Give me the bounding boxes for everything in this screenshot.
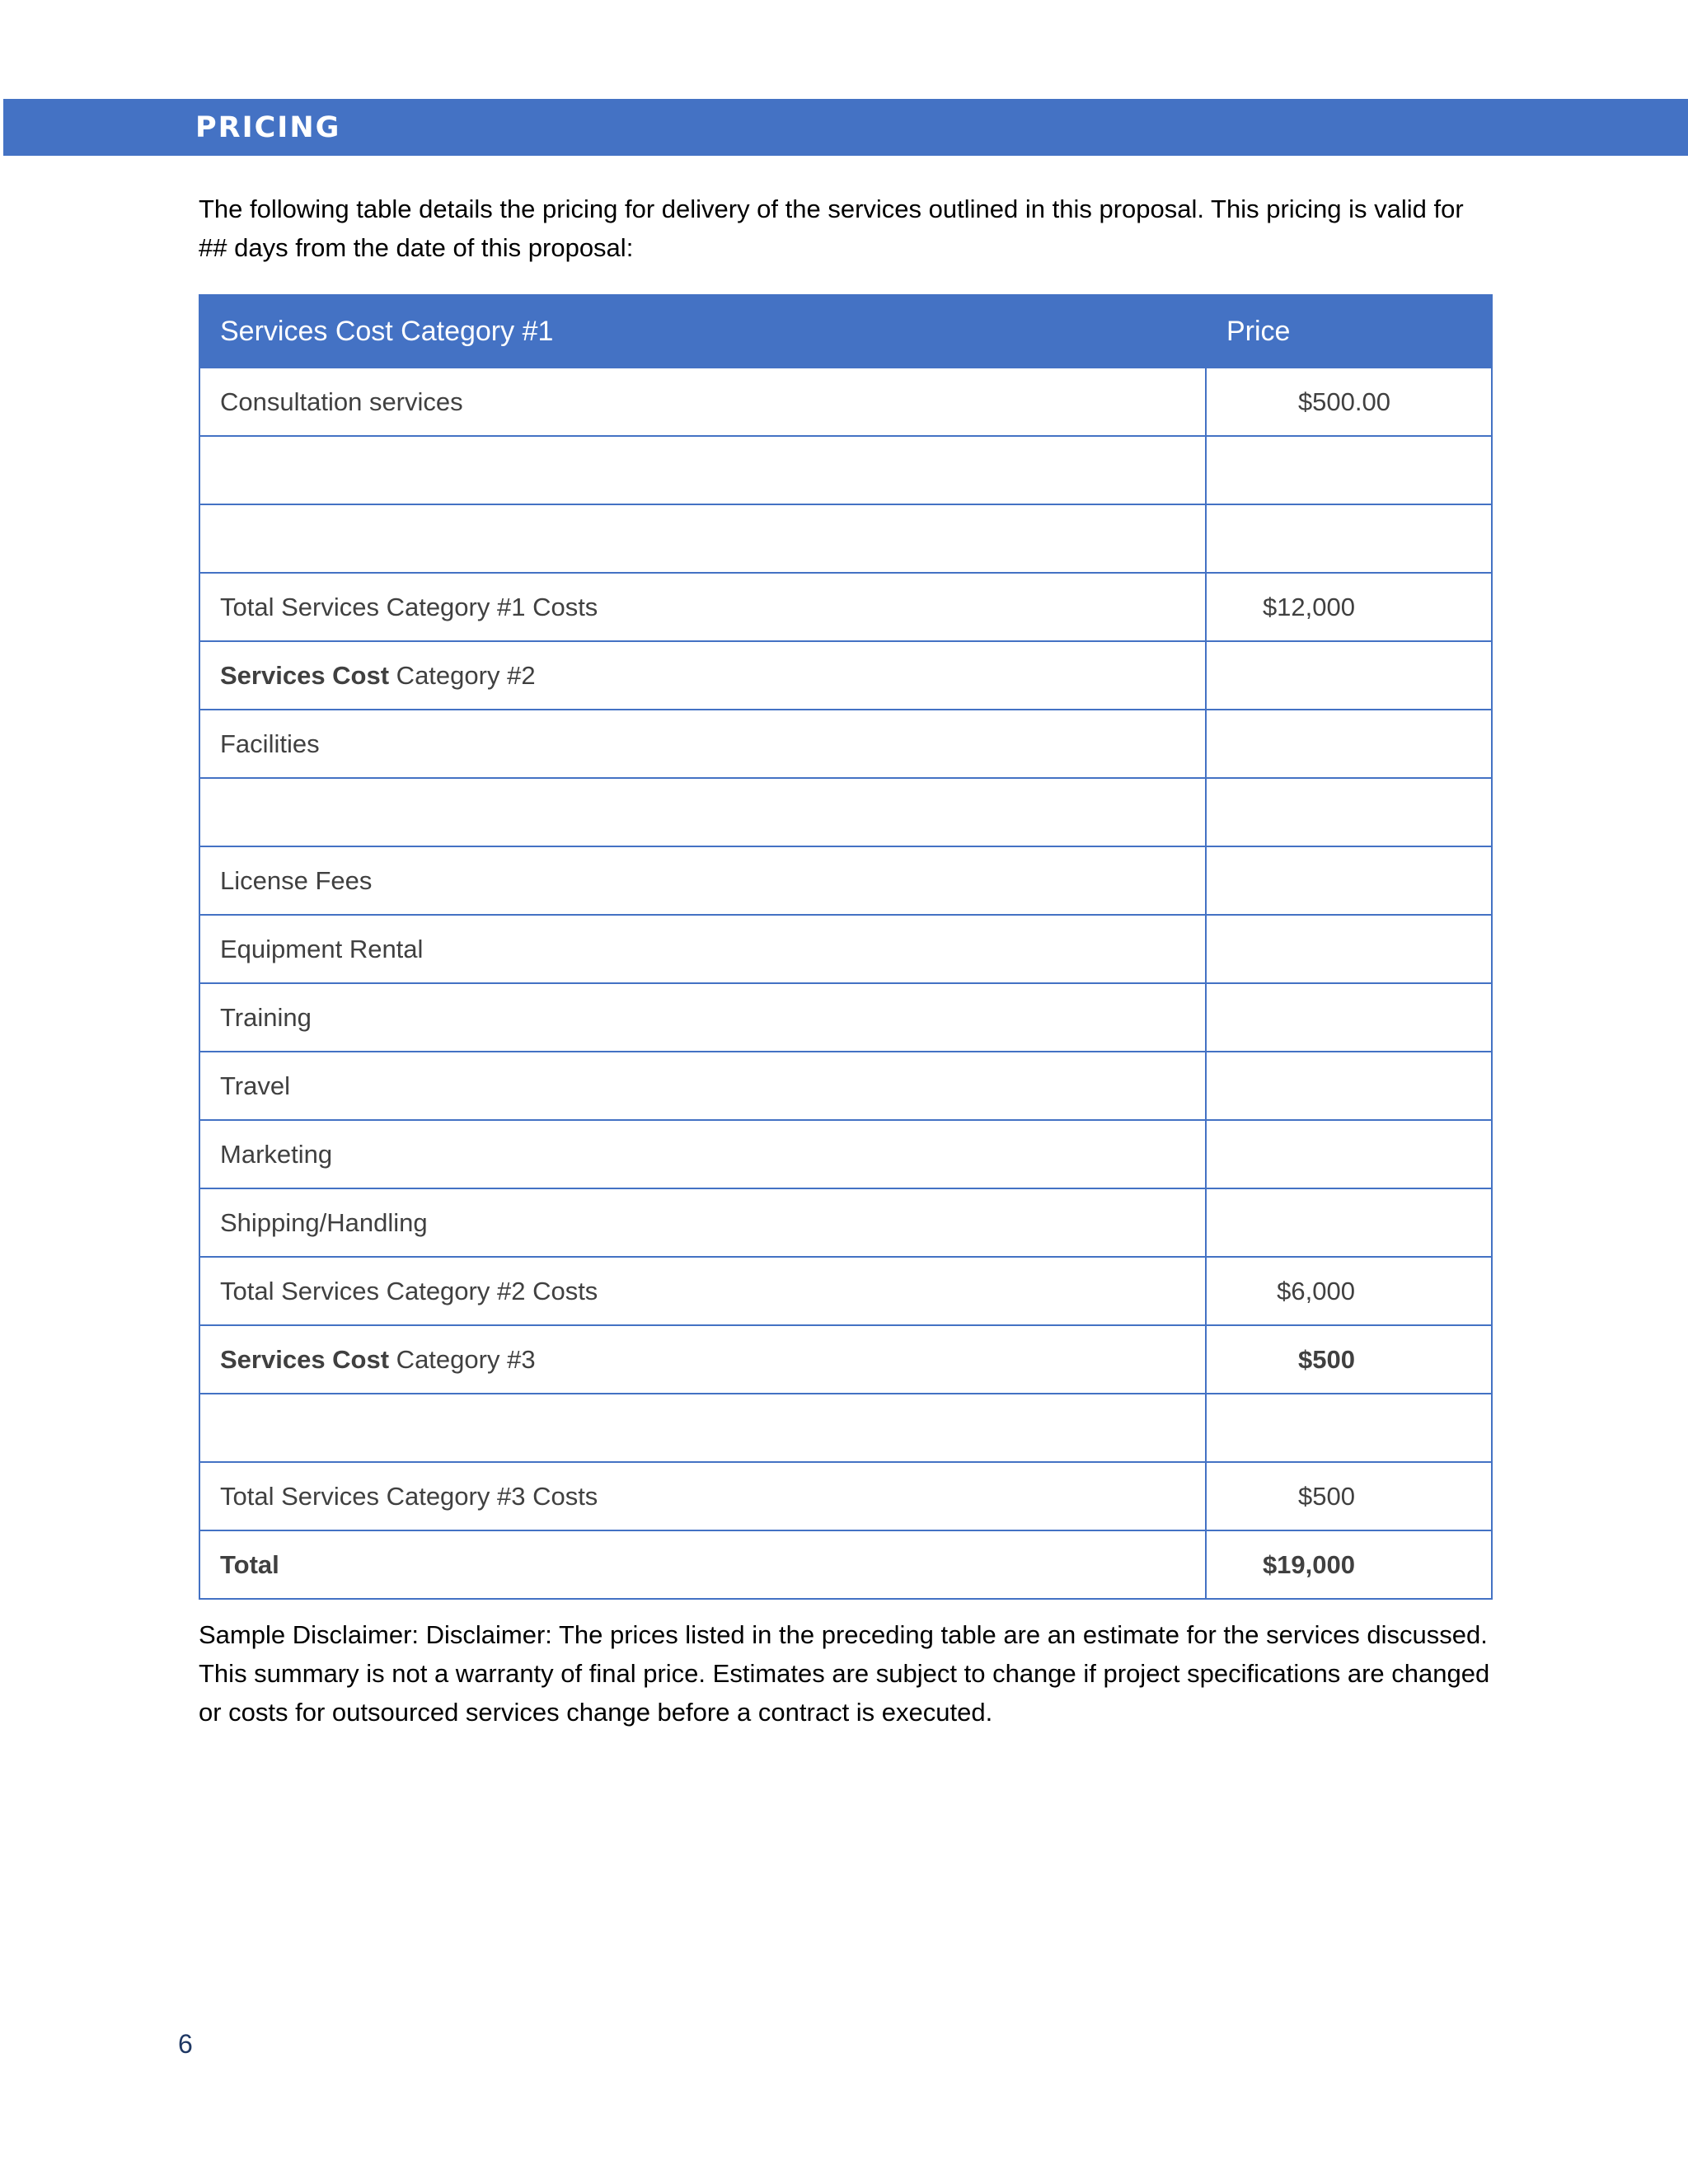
row-price [1206,1394,1492,1462]
row-item: License Fees [199,846,1206,915]
row-item [199,641,1206,710]
table-row [199,778,1492,846]
row-item: Facilities [199,710,1206,778]
table-row [199,846,1492,915]
row-price [1206,436,1492,504]
row-item [199,778,1206,846]
row-item: Travel [199,1052,1206,1120]
row-price: $500 [1206,1462,1492,1530]
row-item-bold: Services Cost [220,1344,390,1374]
row-item [199,436,1206,504]
table-row [199,1120,1492,1188]
row-price [1206,504,1492,573]
row-item: Total Services Category #2 Costs [199,1257,1206,1325]
row-price [1206,983,1492,1052]
table-header-row [199,295,1492,368]
table-row [199,1462,1492,1530]
table-row [199,1394,1492,1462]
row-item: Total Services Category #1 Costs [199,573,1206,641]
row-item: Total Services Category #3 Costs [199,1462,1206,1530]
row-price: $12,000 [1206,573,1492,641]
row-item [199,1325,1206,1394]
header-item: Services Cost Category #1 [199,295,1206,368]
table-row [199,1257,1492,1325]
row-item: Marketing [199,1120,1206,1188]
section-title: PRICING [195,111,341,144]
table-row [199,368,1492,436]
table-row [199,1052,1492,1120]
disclaimer-paragraph: Sample Disclaimer: Disclaimer: The prices listed in the preceding table are an estimate for the services discussed. This summary is not a warranty of final price. Estimates are subject to change if project specifications are changed or costs for outsourced services change before a contract is executed. [199,1620,1490,1727]
row-item [199,1394,1206,1462]
row-item-rest: Category #3 [389,1344,536,1374]
row-price [1206,1188,1492,1257]
total-label: Total [199,1530,1206,1599]
row-price: $500.00 [1206,368,1492,436]
intro-paragraph: The following table details the pricing for delivery of the services outlined in this proposal. This pricing is valid for ## days from the date of this proposal: [199,194,1464,262]
table-row [199,1325,1492,1394]
row-item: Shipping/Handling [199,1188,1206,1257]
table-row [199,710,1492,778]
row-item: Equipment Rental [199,915,1206,983]
row-item-rest: Category #2 [389,660,536,690]
table-row [199,573,1492,641]
row-price: $6,000 [1206,1257,1492,1325]
row-item [199,504,1206,573]
row-price: $500 [1206,1325,1492,1394]
row-price [1206,915,1492,983]
row-price [1206,641,1492,710]
row-item: Training [199,983,1206,1052]
row-price [1206,846,1492,915]
table-row [199,983,1492,1052]
table-row [199,641,1492,710]
table-row [199,1188,1492,1257]
total-row [199,1530,1492,1599]
row-price [1206,778,1492,846]
header-price: Price [1206,295,1492,368]
row-price [1206,1052,1492,1120]
row-price [1206,710,1492,778]
table-row [199,915,1492,983]
row-item-bold: Services Cost [220,660,390,690]
total-price: $19,000 [1206,1530,1492,1599]
table-row [199,436,1492,504]
pricing-table [199,294,1493,1600]
row-item: Consultation services [199,368,1206,436]
row-price [1206,1120,1492,1188]
table-row [199,504,1492,573]
page-number: 6 [178,2029,193,2059]
